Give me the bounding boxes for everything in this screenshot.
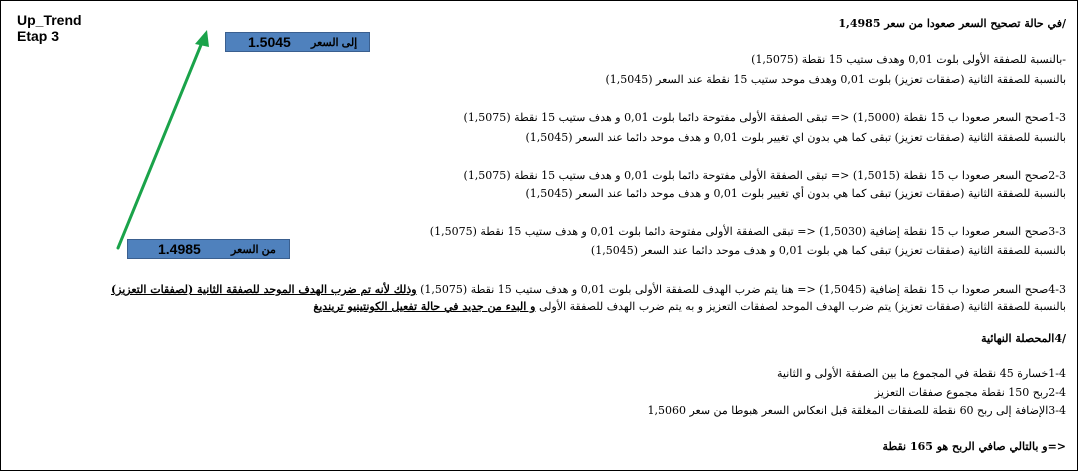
intro-title: /في حالة تصحيح السعر صعودا من سعر 1,4985: [838, 17, 1066, 30]
trend-title: Up_Trend: [17, 12, 82, 28]
case-4-line-1: [111, 283, 1066, 297]
case-4-line-2: [313, 300, 1066, 314]
case-4-line-1-emphasis: وذلك لأنه تم ضرب الهدف الموحد للصفقة الثانية (لصفقات التعزيز): [110, 283, 417, 296]
case-2-line-1: 2-3صحح السعر صعودا ب 15 نقطة (1,5015) <= تبقى الصفقة الأولى مفتوحة دائما بلوت 0,01 و هدف ستيب 15 نقطة (1,5075): [463, 169, 1066, 182]
case-4-line-1-text: 4-3صحح السعر صعودا ب 15 نقطة إضافية (1,5045) <= هنا يتم ضرب الهدف للصفقة الأولى بلوت 0,01 و هدف ستيب 15 نقطة (1,5075): [416, 283, 1066, 296]
case-2-line-2: بالنسبة للصفقة الثانية (صفقات تعزيز) تبقى كما هي بدون أي تغيير بلوت 0,01 و هدف موحد دائما عند السعر (1,5045): [525, 187, 1066, 200]
case-3-line-2: بالنسبة للصفقة الثانية (صفقات تعزيز) تبقى كما هي بلوت 0,01 و هدف موحد دائما عند السعر (1,5045): [590, 244, 1066, 257]
case-1-line-1: 1-3صحح السعر صعودا ب 15 نقطة (1,5000) <= تبقى الصفقة الأولى مفتوحة دائما بلوت 0,01 و هدف ستيب 15 نقطة (1,5075): [463, 111, 1066, 124]
target-price-box: [225, 32, 370, 52]
start-price-box: [127, 239, 290, 259]
case-4-line-2-text: بالنسبة للصفقة الثانية (صفقات تعزيز) يتم ضرب الهدف الموحد لصفقات التعزيز و به يتم ضرب الهدف للصفقة الأولى: [535, 300, 1066, 313]
result-title: /4المحصلة النهائية: [981, 332, 1066, 345]
intro-line-2: بالنسبة للصفقة الثانية (صفقات تعزيز) بلوت 0,01 وهدف موحد ستيب 15 نقطة عند السعر (1,5045): [605, 73, 1066, 86]
result-line-3: 3-4الإضافة إلى ربح 60 نقطة للصفقات المغلقة قبل انعكاس السعر هبوطا من سعر 1,5060: [647, 404, 1066, 417]
result-line-1: 1-4خسارة 45 نقطة في المجموع ما بين الصفقة الأولى و الثانية: [777, 367, 1066, 380]
net-profit: <=و بالتالي صافي الربح هو 165 نقطة: [882, 440, 1066, 453]
case-3-line-1: 3-3صحح السعر صعودا ب 15 نقطة إضافية (1,5030) <= تبقى الصفقة الأولى مفتوحة دائما بلوت 0,01 و هدف ستيب 15 نقطة (1,5075): [429, 225, 1066, 238]
case-4-line-2-emphasis: و البدء من جديد في حالة تفعيل الكونتينيو ترينديغ: [313, 300, 536, 313]
target-price-value: 1.5045: [248, 34, 291, 50]
result-line-2: 2-4ربح 150 نقطة مجموع صفقات التعزيز: [874, 386, 1066, 399]
step-label: Etap 3: [17, 28, 60, 44]
intro-line-1: -بالنسبة للصفقة الأولى بلوت 0,01 وهدف ستيب 15 نقطة (1,5075): [751, 53, 1066, 66]
start-price-value: 1.4985: [158, 241, 201, 257]
case-1-line-2: بالنسبة للصفقة الثانية (صفقات تعزيز) تبقى كما هي بدون اي تغيير بلوت 0,01 و هدف موحد دائما عند السعر (1,5045): [525, 131, 1066, 144]
start-price-label: من السعر: [231, 244, 276, 256]
target-price-label: إلى السعر: [311, 37, 358, 49]
